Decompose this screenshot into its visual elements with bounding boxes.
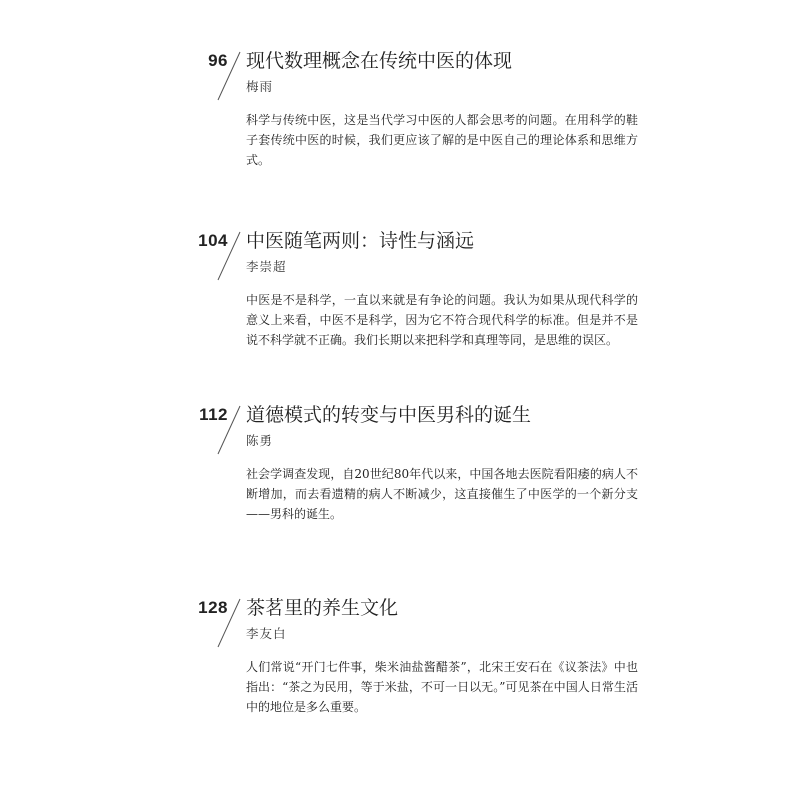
slash-divider-icon: [214, 597, 244, 649]
article-abstract: 人们常说“开门七件事，柴米油盐酱醋茶”，北宋王安石在《议茶法》中也指出：“茶之为民用，等于米盐，不可一日以无。”可见茶在中国人日常生活中的地位是多么重要。: [246, 660, 638, 714]
article-title: 中医随笔两则：诗性与涵远: [246, 230, 475, 252]
article-author: 李崇超: [246, 259, 287, 274]
slash-divider-icon: [214, 230, 244, 282]
article-abstract: 中医是不是科学，一直以来就是有争论的问题。我认为如果从现代科学的意义上来看，中医不是科学，因为它不符合现代科学的标准。但是并不是说不科学就不正确。我们长期以来把科学和真理等同，是思维的误区。: [246, 293, 638, 347]
page-number: 104: [198, 231, 228, 250]
article-author: 李友白: [246, 626, 287, 641]
page-number: 128: [198, 598, 228, 617]
article-abstract: 社会学调查发现，自20世纪80年代以来，中国各地去医院看阳痿的病人不断增加，而去看遗精的病人不断减少，这直接催生了中医学的一个新分支——男科的诞生。: [246, 467, 638, 521]
page-number: 96: [208, 51, 228, 70]
article-title: 茶茗里的养生文化: [246, 597, 399, 619]
slash-divider-icon: [214, 404, 244, 456]
article-abstract: 科学与传统中医，这是当代学习中医的人都会思考的问题。在用科学的鞋子套传统中医的时候，我们更应该了解的是中医自己的理论体系和思维方式。: [246, 113, 638, 167]
slash-divider-icon: [214, 50, 244, 102]
article-title: 现代数理概念在传统中医的体现: [246, 50, 513, 72]
article-author: 梅雨: [246, 79, 274, 94]
page-number: 112: [199, 405, 228, 424]
article-title: 道德模式的转变与中医男科的诞生: [246, 404, 532, 426]
article-author: 陈勇: [246, 433, 274, 448]
